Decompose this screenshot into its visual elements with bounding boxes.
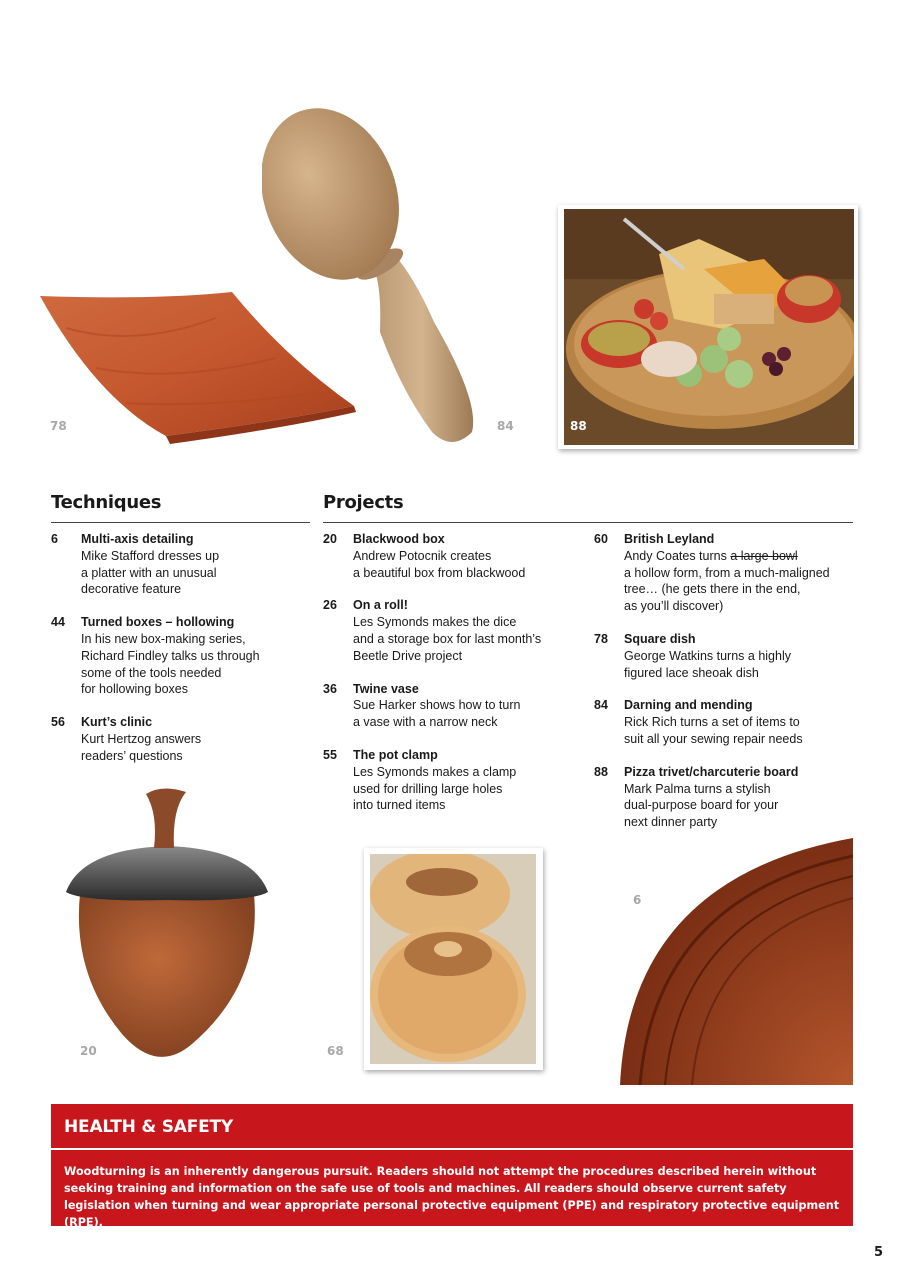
toc-title: Multi-axis detailing xyxy=(81,532,194,546)
health-safety-text: Woodturning is an inherently dangerous pursuit. Readers should not attempt the procedures described herein without seeking training and information on the safe use of tools and machines. All readers should observe current safety legislation when turning and wear appropriate personal protective equipment (PPE) and respiratory protective equipment (RPE). xyxy=(64,1165,840,1229)
toc-entry[interactable] xyxy=(323,531,583,581)
toc-page-number: 84 xyxy=(594,698,608,713)
health-safety-divider xyxy=(51,1148,853,1150)
toc-description: Sue Harker shows how to turn a vase with a narrow neck xyxy=(353,698,521,730)
toc-page-number: 78 xyxy=(594,631,608,646)
toc-description: Les Symonds makes a clamp used for drilling large holes into turned items xyxy=(353,764,517,813)
toc-title: Blackwood box xyxy=(353,532,445,546)
toc-title: Darning and mending xyxy=(624,698,753,713)
toc-title: On a roll! xyxy=(353,598,408,613)
toc-entry[interactable] xyxy=(51,531,310,598)
struck-text: a large bowl xyxy=(730,548,798,563)
toc-description xyxy=(624,548,853,615)
toc-title: The pot clamp xyxy=(353,747,438,762)
toc-entry[interactable] xyxy=(594,764,853,831)
toc-page-number: 6 xyxy=(51,532,58,546)
toc-entry[interactable] xyxy=(51,714,310,764)
toc-title: Kurt’s clinic xyxy=(81,715,153,730)
toc-description: Mike Stafford dresses up a platter with an unusual decorative feature xyxy=(81,548,220,597)
darning-page-number: 84 xyxy=(497,419,514,433)
toc-entry[interactable] xyxy=(594,697,853,747)
pizza-board-page-number: 88 xyxy=(570,419,587,433)
turned-boxes-photo xyxy=(364,848,543,1070)
toc-page-number: 60 xyxy=(594,532,608,546)
toc-description: Kurt Hertzog answers readers’ questions xyxy=(81,731,202,763)
boxes-page-number: 68 xyxy=(327,1044,344,1058)
projects-list-left xyxy=(323,531,583,830)
toc-page-number: 56 xyxy=(51,715,65,730)
toc-description: In his new box-making series, Richard Findley talks us through some of the tools needed for hollowing boxes xyxy=(81,631,260,697)
square-dish-page-number: 78 xyxy=(50,419,67,433)
health-safety-box xyxy=(51,1104,853,1229)
acorn-box-page-number: 20 xyxy=(80,1044,97,1058)
toc-entry[interactable] xyxy=(323,747,583,814)
toc-entry[interactable] xyxy=(51,614,310,698)
health-safety-title: HEALTH & SAFETY xyxy=(64,1117,234,1137)
toc-entry[interactable] xyxy=(594,631,853,681)
toc-title: Square dish xyxy=(624,631,696,646)
darning-mushroom-photo xyxy=(262,102,484,447)
toc-entry[interactable] xyxy=(594,531,853,615)
pizza-board-photo xyxy=(558,205,858,449)
toc-page-number: 44 xyxy=(51,615,65,630)
toc-title: British Leyland xyxy=(624,532,715,546)
toc-title: Twine vase xyxy=(353,681,419,696)
page-number: 5 xyxy=(873,1245,883,1260)
toc-title: Pizza trivet/charcuterie board xyxy=(624,764,799,779)
toc-page-number: 55 xyxy=(323,747,337,762)
projects-heading: Projects xyxy=(323,492,404,513)
platter-detail-photo xyxy=(620,838,853,1085)
toc-description: Andrew Potocnik creates a beautiful box from blackwood xyxy=(353,548,526,580)
toc-description: Rick Rich turns a set of items to suit all your sewing repair needs xyxy=(624,715,803,746)
toc-description-start: Andy Coates turns xyxy=(624,548,731,563)
toc-page-number: 36 xyxy=(323,681,337,696)
toc-description-end: a hollow form, from a much-maligned tree… (he gets there in the end, as you’ll discover) xyxy=(624,565,830,614)
platter-page-number: 6 xyxy=(633,893,642,907)
toc-entry[interactable] xyxy=(323,597,583,664)
projects-list-right xyxy=(594,531,853,847)
techniques-heading: Techniques xyxy=(51,492,162,513)
techniques-rule xyxy=(51,522,310,523)
toc-page-number: 20 xyxy=(323,532,337,546)
techniques-list xyxy=(51,531,310,781)
toc-description: Les Symonds makes the dice and a storage box for last month’s Beetle Drive project xyxy=(353,615,542,663)
projects-rule xyxy=(323,522,853,523)
toc-page-number: 26 xyxy=(323,598,337,613)
toc-page-number: 88 xyxy=(594,764,608,779)
toc-description: Mark Palma turns a stylish dual-purpose board for your next dinner party xyxy=(624,781,779,830)
toc-title: Turned boxes – hollowing xyxy=(81,615,235,630)
toc-description: George Watkins turns a highly figured lace sheoak dish xyxy=(624,648,791,680)
toc-entry[interactable] xyxy=(323,681,583,731)
acorn-box-photo xyxy=(62,784,272,1070)
